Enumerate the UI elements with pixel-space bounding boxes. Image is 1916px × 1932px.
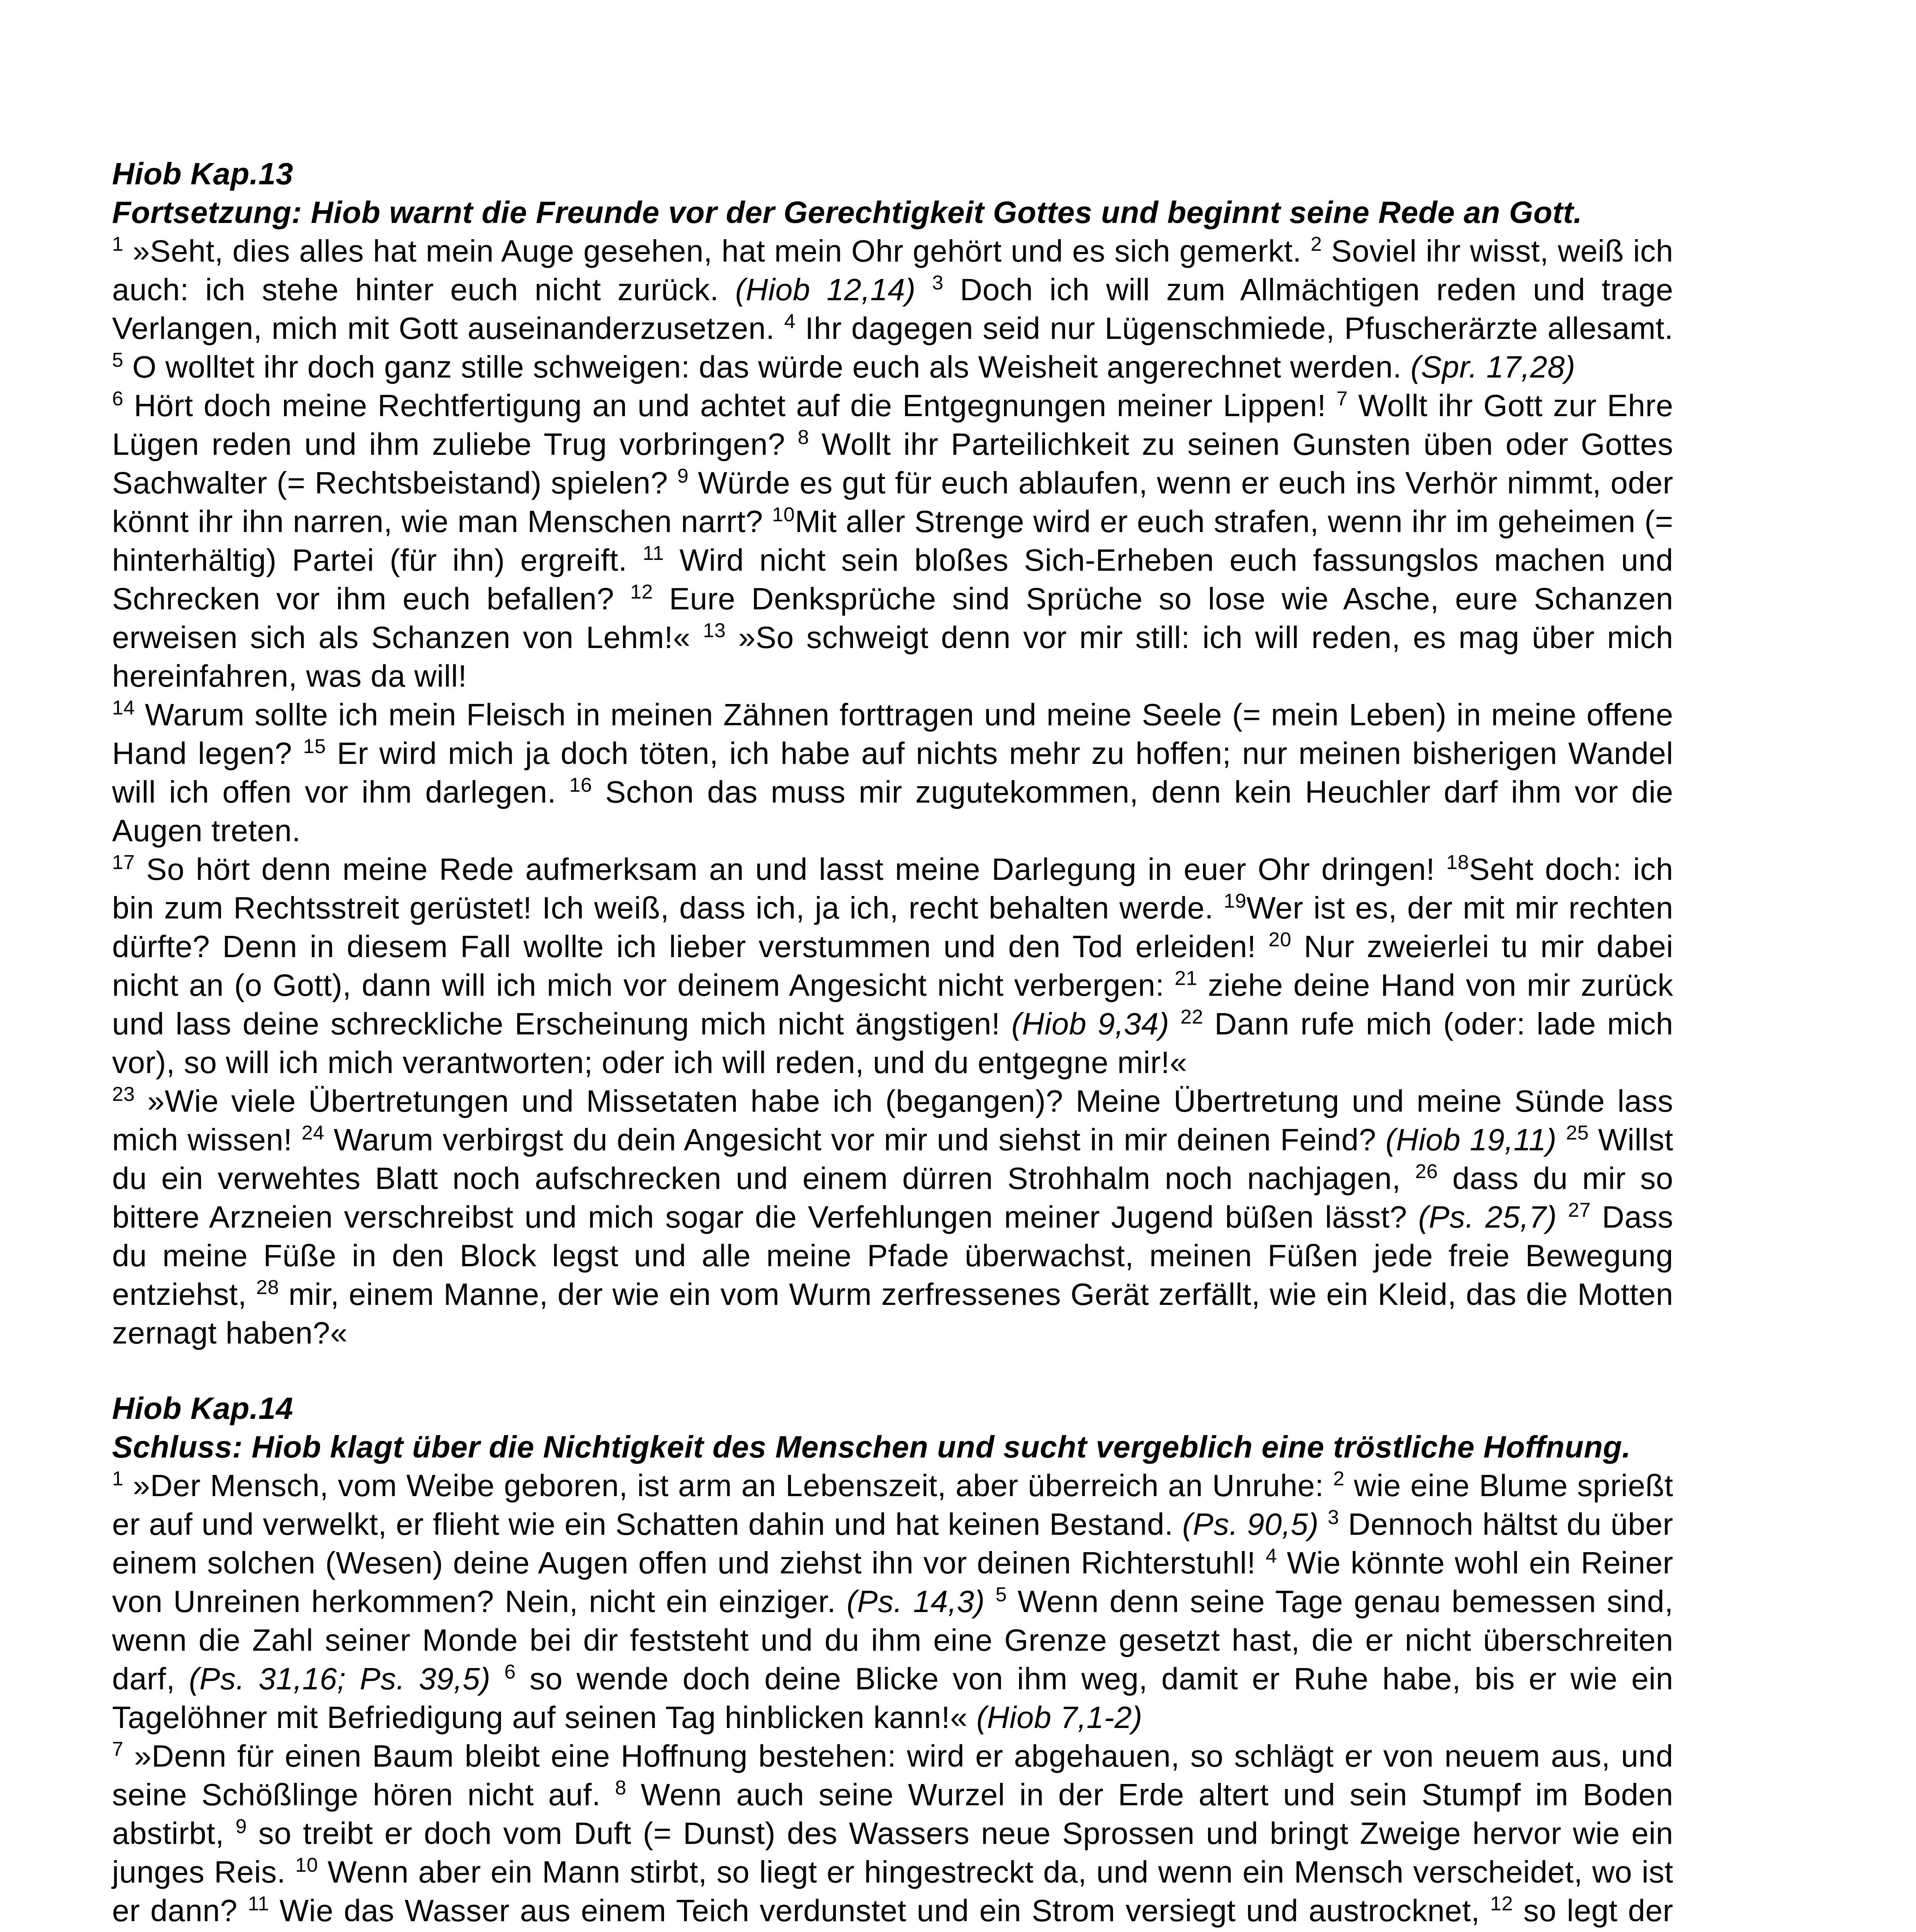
- verse-text: Wie könnte wohl ein Reiner von Unreinen herkommen? Nein, nicht ein einziger.: [112, 1546, 1673, 1619]
- cross-reference: (Hiob 12,14): [735, 272, 916, 307]
- verse-text: [1319, 1507, 1328, 1541]
- cross-reference: (Ps. 31,16; Ps. 39,5): [189, 1662, 491, 1696]
- verse-text: Er wird mich ja doch töten, ich habe auf nichts mehr zu hoffen; nur meinen bisherigen Wandel will ich offen vor ihm darlegen.: [112, 736, 1673, 809]
- verse-number: 11: [643, 542, 664, 565]
- verse-text: So hört denn meine Rede aufmerksam an und lasst meine Darlegung in euer Ohr dringen!: [135, 852, 1446, 886]
- verse-number: 17: [112, 851, 135, 874]
- verse-text: »Wie viele Übertretungen und Missetaten habe ich (begangen)? Meine Übertretung und meine Sünde lass mich wissen!: [112, 1084, 1673, 1157]
- verse-number: 27: [1568, 1199, 1591, 1222]
- verse-number: 2: [1310, 233, 1322, 256]
- verse-number: 10: [295, 1854, 318, 1877]
- cross-reference: (Ps. 14,3): [846, 1584, 985, 1619]
- verse-number: 1: [112, 233, 124, 256]
- verse-number: 20: [1268, 929, 1292, 951]
- verse-text: Soviel ihr wisst, weiß ich auch: ich stehe hinter euch nicht zurück.: [112, 234, 1673, 307]
- verse-text: [916, 272, 932, 307]
- verse-number: 3: [932, 272, 944, 294]
- verse-number: 7: [112, 1738, 124, 1761]
- verse-paragraph: [112, 1082, 1673, 1352]
- verse-text: [1557, 1200, 1568, 1234]
- verse-text: Mit aller Strenge wird er euch strafen, wenn ihr im geheimen (= hinterhältig) Partei (für ihn) ergreift.: [112, 504, 1673, 577]
- verse-number: 4: [784, 310, 796, 333]
- verse-number: 10: [772, 503, 795, 526]
- verse-text: Warum verbirgst du dein Angesicht vor mir und siehst in mir deinen Feind?: [324, 1122, 1386, 1157]
- verse-text: Wie das Wasser aus einem Teich verdunstet und ein Strom versiegt und austrocknet,: [269, 1893, 1491, 1928]
- verse-text: so wende doch deine Blicke von ihm weg, damit er Ruhe habe, bis er wie ein Tagelöhner mit Befriedigung auf seinen Tag hinblicken kann!«: [112, 1662, 1674, 1735]
- verse-number: 8: [615, 1777, 627, 1799]
- chapter-title: Hiob Kap.14: [112, 1391, 293, 1425]
- verse-text: [490, 1662, 504, 1696]
- verse-paragraph: [112, 850, 1673, 1082]
- verse-paragraph: [112, 386, 1673, 696]
- verse-text: Wenn auch seine Wurzel in der Erde altert und sein Stumpf im Boden abstirbt,: [112, 1777, 1673, 1850]
- verse-text: Seht doch: ich bin zum Rechtsstreit gerüstet! Ich weiß, dass ich, ja ich, recht behalten werde.: [112, 852, 1673, 925]
- verse-text: [1557, 1122, 1566, 1157]
- verse-number: 16: [569, 774, 592, 797]
- verse-number: 5: [995, 1583, 1007, 1606]
- verse-paragraph: [112, 696, 1673, 850]
- chapter-subtitle: Fortsetzung: Hiob warnt die Freunde vor der Gerechtigkeit Gottes und beginnt seine Rede an Gott.: [112, 195, 1582, 230]
- verse-number: 23: [112, 1083, 135, 1106]
- verse-text: O wolltet ihr doch ganz stille schweigen: das würde euch als Weisheit angerechnet werden.: [123, 350, 1411, 384]
- chapter-14: [112, 1389, 1673, 1932]
- verse-text: Schon das muss mir zugutekommen, denn kein Heuchler darf ihm vor die Augen treten.: [112, 775, 1674, 848]
- verse-text: so treibt er doch vom Duft (= Dunst) des Wassers neue Sprossen und bringt Zweige hervor wie ein junges Reis.: [112, 1816, 1674, 1889]
- verse-number: 9: [677, 465, 689, 488]
- verse-number: 21: [1174, 967, 1198, 990]
- verse-text: Wollt ihr Gott zur Ehre Lügen reden und ihm zuliebe Trug vorbringen?: [112, 388, 1673, 461]
- verse-text: [1169, 1007, 1181, 1041]
- verse-number: 6: [504, 1661, 516, 1684]
- verse-paragraph: [112, 1466, 1673, 1737]
- verse-text: Wer ist es, der mit mir rechten dürfte? Denn in diesem Fall wollte ich lieber verstummen und den Tod erleiden!: [112, 891, 1674, 964]
- verse-paragraph: [112, 232, 1673, 386]
- verse-text: »Seht, dies alles hat mein Auge gesehen, hat mein Ohr gehört und es sich gemerkt.: [123, 234, 1311, 268]
- verse-number: 25: [1566, 1122, 1589, 1145]
- verse-number: 22: [1180, 1006, 1203, 1029]
- verse-number: 24: [301, 1122, 325, 1145]
- verse-text: Wollt ihr Parteilichkeit zu seinen Gunsten üben oder Gottes Sachwalter (= Rechtsbeistand) spielen?: [112, 427, 1673, 500]
- verse-number: 15: [303, 735, 326, 758]
- verse-number: 13: [703, 619, 726, 642]
- cross-reference: (Spr. 17,28): [1411, 350, 1576, 384]
- verse-number: 12: [630, 581, 653, 604]
- cross-reference: (Hiob 9,34): [1011, 1007, 1169, 1041]
- verse-text: Ihr dagegen seid nur Lügenschmiede, Pfuscherärzte allesamt.: [795, 311, 1674, 345]
- verse-text: Warum sollte ich mein Fleisch in meinen Zähnen forttragen und meine Seele (= mein Leben) in meine offene Hand legen?: [112, 697, 1673, 770]
- verse-text: Dann rufe mich (oder: lade mich vor), so will ich mich verantworten; oder ich will reden, und du entgegne mir!«: [112, 1007, 1674, 1080]
- verse-text: mir, einem Manne, der wie ein vom Wurm zerfressenes Gerät zerfällt, wie ein Kleid, das die Motten zernagt haben?«: [112, 1277, 1673, 1350]
- verse-number: 26: [1415, 1160, 1438, 1183]
- verse-text: Doch ich will zum Allmächtigen reden und trage Verlangen, mich mit Gott auseinanderzusetzen.: [112, 272, 1674, 345]
- verse-number: 2: [1333, 1468, 1345, 1490]
- cross-reference: (Hiob 19,11): [1385, 1122, 1557, 1157]
- verse-number: 8: [798, 426, 809, 449]
- verse-text: Dass du meine Füße in den Block legst und alle meine Pfade überwachst, meinen Füßen jede freie Bewegung entziehst,: [112, 1200, 1674, 1311]
- verse-text: wie eine Blume sprießt er auf und verwelkt, er flieht wie ein Schatten dahin und hat keinen Bestand.: [112, 1468, 1674, 1541]
- cross-reference: (Ps. 90,5): [1182, 1507, 1319, 1541]
- verse-text: dass du mir so bittere Arzneien verschreibst und mich sogar die Verfehlungen meiner Jugend büßen lässt?: [112, 1161, 1674, 1234]
- cross-reference: (Hiob 7,1-2): [976, 1700, 1143, 1735]
- verse-number: 12: [1490, 1893, 1513, 1915]
- verse-text: so legt der: [1523, 1893, 1673, 1928]
- verse-text: Wenn aber ein Mann stirbt, so liegt er hingestreckt da, und wenn ein Mensch verscheidet, wo ist er dann?: [112, 1855, 1674, 1928]
- verse-text: [985, 1584, 995, 1619]
- verse-text: Würde es gut für euch ablaufen, wenn er euch ins Verhör nimmt, oder könnt ihr ihn narren, wie man Menschen narrt?: [112, 466, 1673, 539]
- verse-text: »Denn für einen Baum bleibt eine Hoffnung bestehen: wird er abgehauen, so schlägt er von neuem aus, und seine Schößlinge hören nicht auf.: [112, 1739, 1673, 1812]
- verse-number: 3: [1327, 1506, 1339, 1529]
- verse-number: 18: [1446, 851, 1469, 874]
- verse-text: »So schweigt denn vor mir still: ich will reden, es mag über mich hereinfahren, was da will!: [112, 620, 1673, 693]
- document-page: [112, 155, 1673, 1932]
- verse-text: Nur zweierlei tu mir dabei nicht an (o Gott), dann will ich mich vor deinem Angesicht nicht verbergen:: [112, 929, 1673, 1002]
- chapter-body: [112, 232, 1673, 1352]
- verse-text: ziehe deine Hand von mir zurück und lass deine schreckliche Erscheinung mich nicht ängstigen!: [112, 968, 1674, 1041]
- verse-text: »Der Mensch, vom Weibe geboren, ist arm an Lebenszeit, aber überreich an Unruhe:: [123, 1468, 1333, 1503]
- verse-number: 9: [235, 1815, 247, 1838]
- chapter-title: Hiob Kap.13: [112, 156, 293, 191]
- verse-paragraph: [112, 1737, 1673, 1932]
- verse-number: 5: [112, 349, 124, 372]
- verse-text: Hört doch meine Rechtfertigung an und achtet auf die Entgegnungen meiner Lippen!: [123, 388, 1337, 423]
- verse-text: Willst du ein verwehtes Blatt noch aufschrecken und einem dürren Strohhalm noch nachjagen,: [112, 1122, 1674, 1196]
- verse-number: 19: [1223, 890, 1247, 913]
- verse-text: Wird nicht sein bloßes Sich-Erheben euch fassungslos machen und Schrecken vor ihm euch befallen?: [112, 543, 1673, 616]
- verse-number: 6: [112, 388, 124, 410]
- chapter-body: [112, 1466, 1673, 1932]
- verse-text: Dennoch hältst du über einem solchen (Wesen) deine Augen offen und ziehst ihn vor deinen Richterstuhl!: [112, 1507, 1673, 1580]
- verse-text: Wenn denn seine Tage genau bemessen sind, wenn die Zahl seiner Monde bei dir feststeht und du ihm eine Grenze gesetzt hast, die er nicht überschreiten darf,: [112, 1584, 1674, 1696]
- verse-number: 1: [112, 1468, 124, 1490]
- chapter-13: [112, 155, 1673, 1352]
- cross-reference: (Ps. 25,7): [1418, 1200, 1557, 1234]
- verse-number: 7: [1336, 388, 1348, 410]
- verse-text: Eure Denksprüche sind Sprüche so lose wie Asche, eure Schanzen erweisen sich als Schanzen von Lehm!«: [112, 582, 1673, 655]
- verse-number: 14: [112, 697, 135, 719]
- verse-number: 11: [248, 1893, 269, 1915]
- verse-number: 28: [256, 1276, 279, 1299]
- chapter-subtitle: Schluss: Hiob klagt über die Nichtigkeit des Menschen und sucht vergeblich eine tröstliche Hoffnung.: [112, 1430, 1631, 1464]
- verse-number: 4: [1266, 1545, 1277, 1568]
